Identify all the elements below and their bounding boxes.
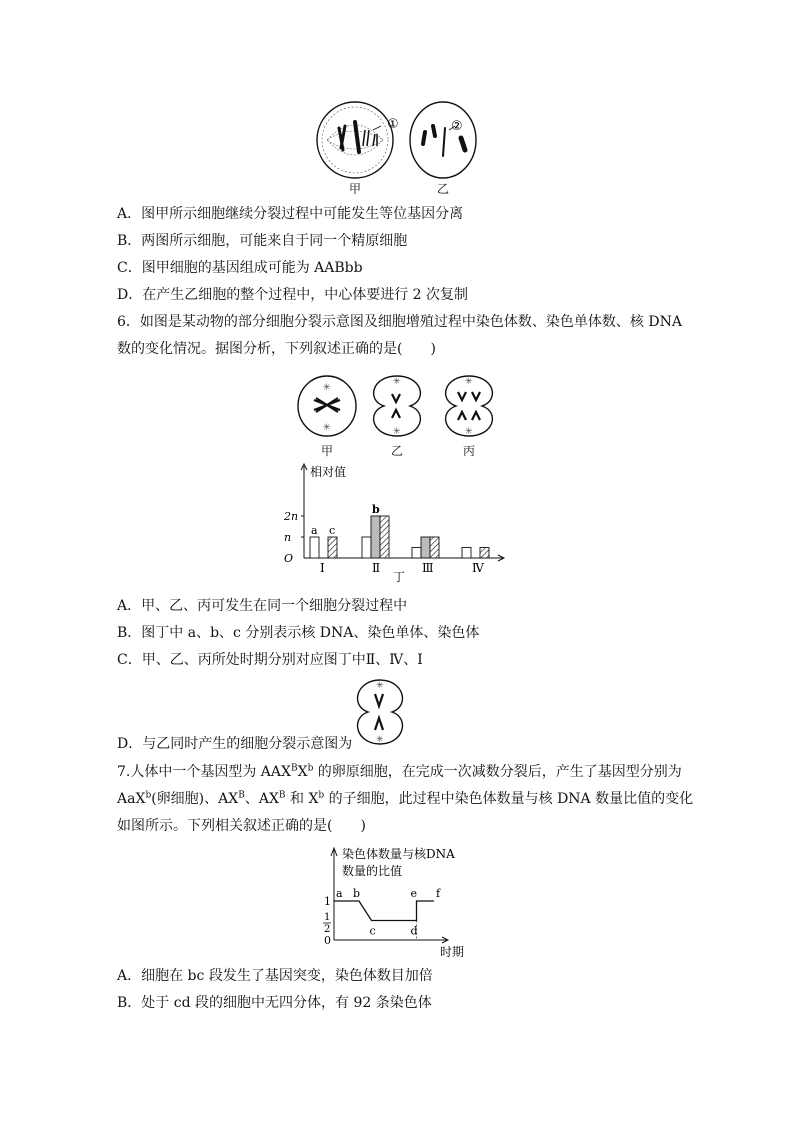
q6-option-b: B．图丁中 a、b、c 分别表示核 DNA、染色单体、染色体: [117, 625, 480, 641]
q7-ytick-0: 0: [324, 934, 331, 947]
y-axis-label: 相对值: [310, 465, 347, 479]
q7-stem-line1: [117, 762, 682, 782]
cell-jia: [317, 102, 393, 178]
label-yi: 乙: [436, 182, 449, 196]
q7-ylabel-1: 染色体数量与核DNA: [342, 847, 455, 861]
x-tick-label: Ⅰ: [320, 561, 325, 574]
q7-s1b: X: [297, 764, 308, 780]
q6-label-jia: 甲: [320, 444, 333, 458]
point-label-c: c: [369, 924, 376, 938]
svg-text:✳: ✳: [376, 681, 384, 691]
svg-text:✳: ✳: [393, 377, 401, 387]
q7-s2-sup2: B: [238, 790, 245, 801]
q5-option-d: D．在产生乙细胞的整个过程中，中心体要进行 2 次复制: [117, 287, 469, 303]
point-label-d: d: [410, 924, 418, 938]
bar-c-2: [380, 516, 389, 558]
q7-s2e: 的子细胞，此过程中染色体数量与核 DNA 数量比值的变化: [324, 791, 694, 807]
bar-c-3: [430, 537, 439, 558]
q6-chart-caption: 丁: [392, 570, 405, 584]
mark-1: ①: [387, 117, 399, 132]
q5-option-b: B．两图所示细胞，可能来自于同一个精原细胞: [117, 233, 408, 249]
bar-a-3: [412, 548, 421, 559]
svg-text:✳: ✳: [323, 423, 331, 433]
q6-option-c: C．甲、乙、丙所处时期分别对应图丁中Ⅱ、Ⅳ、Ⅰ: [117, 652, 423, 668]
q7-s2d: 和 X: [285, 791, 319, 807]
q7-s2-sup3: B: [278, 790, 286, 801]
q5-figure: [315, 100, 485, 180]
q6-cell-yi: [374, 376, 421, 437]
q6-cell-jia: [298, 376, 356, 436]
bar-c-4: [480, 548, 489, 559]
bar-b-2: [371, 516, 380, 558]
y-tick-label: O: [284, 552, 294, 565]
point-label-f: f: [436, 887, 441, 900]
svg-text:✳: ✳: [465, 427, 473, 437]
x-tick-label: Ⅲ: [422, 561, 434, 574]
bar-label-a: a: [311, 524, 318, 537]
q7-line-chart: [318, 844, 478, 962]
bar-a-2: [362, 537, 371, 558]
y-tick-label: 2n: [284, 510, 299, 523]
q7-s1c: 的卵原细胞，在完成一次减数分裂后，产生了基因型分别为: [313, 764, 682, 780]
q6-label-yi: 乙: [390, 444, 403, 458]
bar-a-4: [462, 548, 471, 559]
q5-option-c: C．图甲细胞的基因组成可能为 AABbb: [117, 260, 363, 276]
q6-bar-chart: [282, 462, 512, 574]
q6-option-d: D．与乙同时产生的细胞分裂示意图为: [117, 736, 353, 752]
q7-stem-line2: [117, 789, 693, 809]
q7-xlabel: 时期: [440, 945, 465, 959]
bar-b-3: [421, 537, 430, 558]
q7-s2b: (卵细胞)、AX: [151, 791, 239, 807]
ratio-line: [334, 901, 434, 921]
svg-text:✳: ✳: [323, 383, 331, 393]
x-tick-label: Ⅳ: [472, 561, 484, 574]
q7-option-b: B．处于 cd 段的细胞中无四分体，有 92 条染色体: [117, 995, 432, 1011]
q7-ytick-half-num: 1: [324, 912, 331, 923]
point-label-a: a: [336, 887, 343, 900]
q6-option-a: A．甲、乙、丙可发生在同一个细胞分裂过程中: [117, 598, 408, 614]
bar-c-1: [328, 537, 337, 558]
q6-stem-line1: 6．如图是某动物的部分细胞分裂示意图及细胞增殖过程中染色体数、染色单体数、核 DNA: [117, 314, 682, 330]
q6-cells-figure: [296, 370, 506, 442]
y-tick-label: n: [284, 531, 292, 544]
bar-label-c: c: [329, 524, 336, 537]
q7-s2-sup1: b: [145, 790, 152, 801]
q7-option-a: A．细胞在 bc 段发生了基因突变，染色体数目加倍: [117, 968, 433, 984]
svg-text:✳: ✳: [465, 377, 473, 387]
q7-stem-line3: 如图所示。下列相关叙述正确的是( ): [117, 818, 366, 834]
label-jia: 甲: [348, 182, 361, 196]
q7-s1a: 7.人体中一个基因型为 AAX: [117, 764, 291, 780]
q7-s1-sup2: b: [307, 763, 314, 774]
q7-ylabel-2: 数量的比值: [342, 864, 403, 878]
q7-s2-sup4: b: [318, 790, 325, 801]
q7-s2c: 、AX: [244, 791, 279, 807]
svg-text:✳: ✳: [393, 427, 401, 437]
q5-option-a: A．图甲所示细胞继续分裂过程中可能发生等位基因分离: [117, 206, 464, 222]
q6-stem-line2: 数的变化情况。据图分析，下列叙述正确的是( ): [117, 341, 436, 357]
q6-label-bing: 丙: [462, 444, 475, 458]
q7-s1-sup1: B: [291, 763, 298, 774]
q7-s2a: AaX: [117, 791, 146, 807]
x-tick-label: Ⅱ: [372, 561, 381, 574]
svg-text:✳: ✳: [376, 735, 384, 745]
q7-ytick-half-den: 2: [324, 924, 331, 935]
bar-label-b: b: [372, 503, 380, 516]
q6-option-d-cell-figure: [350, 676, 410, 748]
cell-yi: [410, 102, 476, 178]
q7-ytick-1: 1: [324, 895, 331, 908]
bar-a-1: [310, 537, 319, 558]
q6-cell-bing: [446, 376, 493, 437]
point-label-b: b: [353, 887, 361, 900]
mark-2: ②: [451, 119, 463, 134]
point-label-e: e: [410, 887, 418, 900]
